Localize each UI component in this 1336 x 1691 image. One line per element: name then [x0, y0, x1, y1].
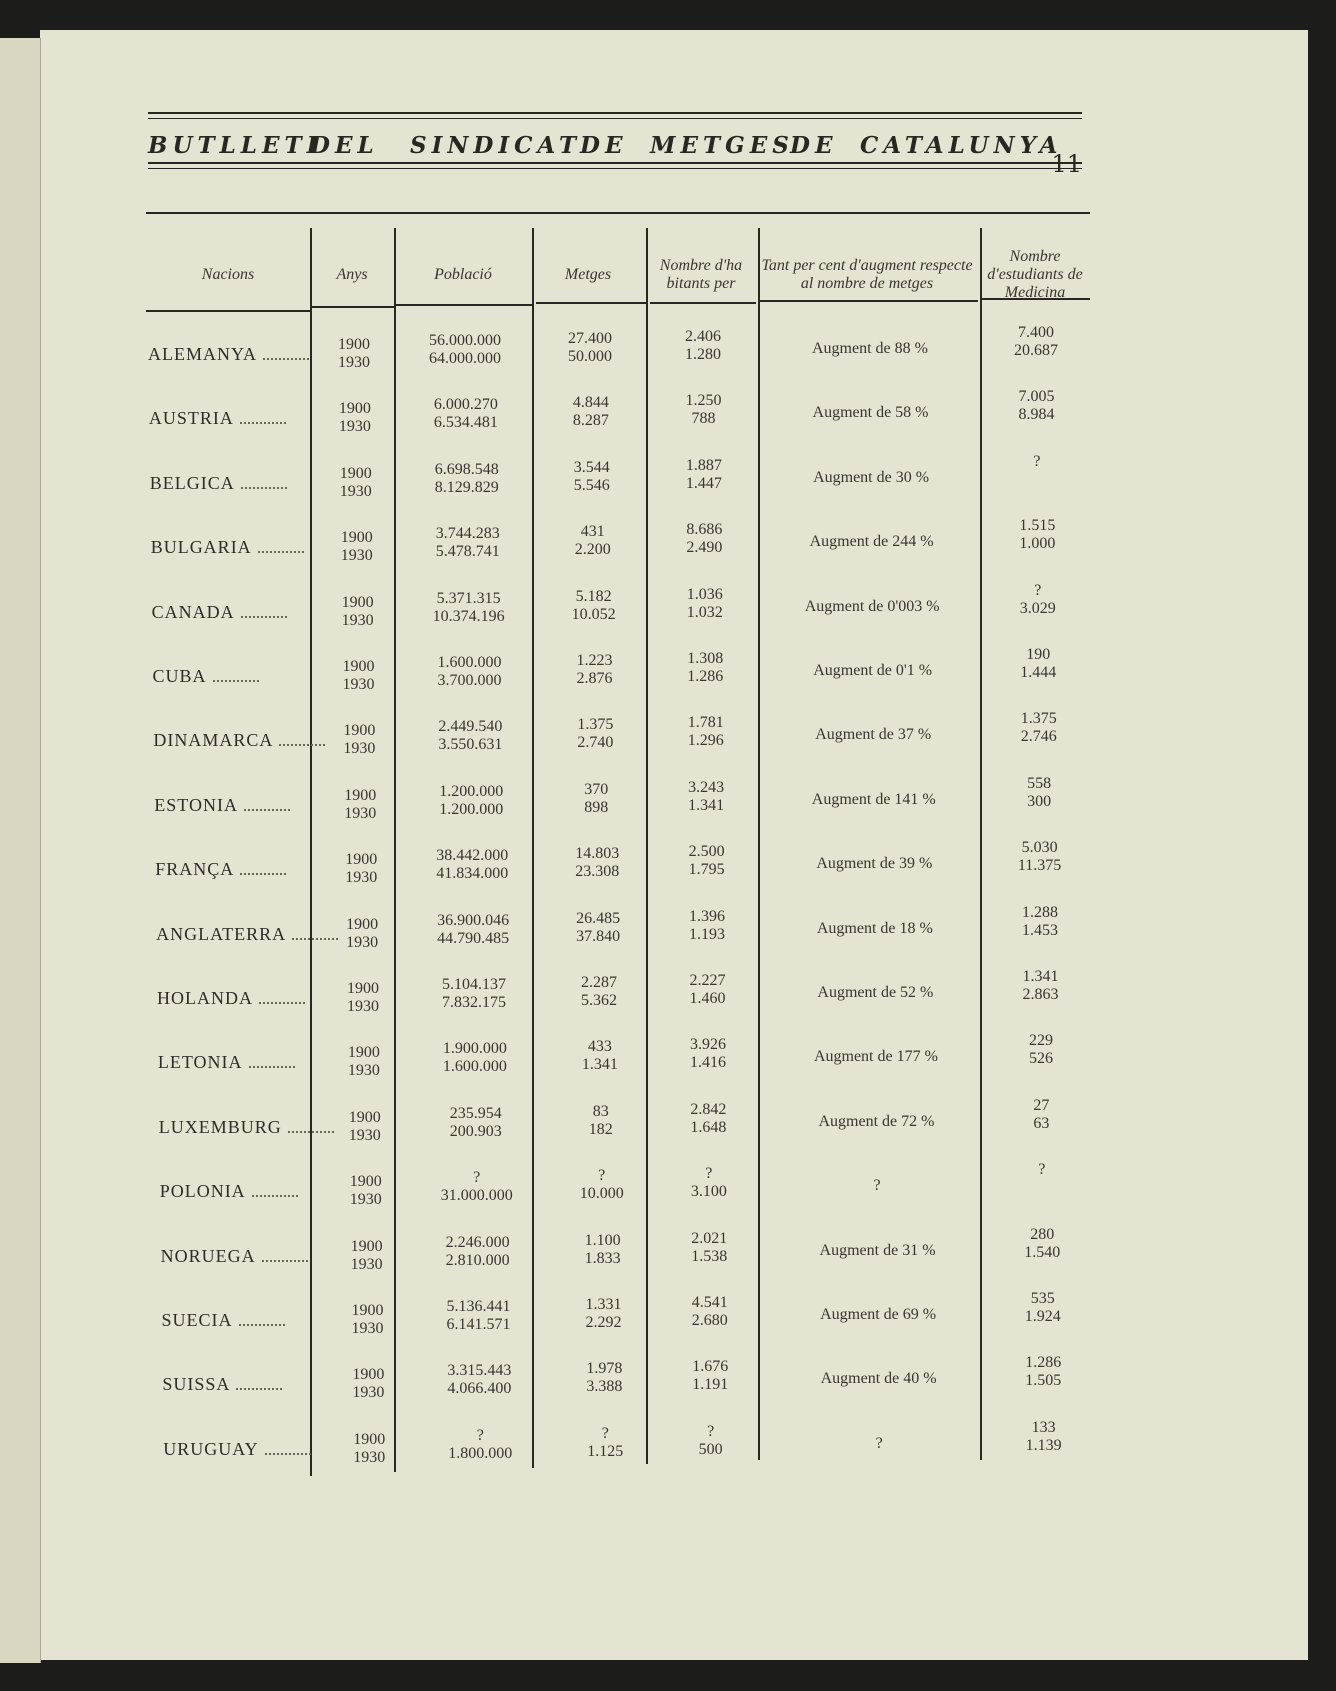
students-1930: 1.453 — [1022, 921, 1059, 939]
students-1930: 1.924 — [1024, 1308, 1061, 1325]
students-1900: 7.400 — [1018, 324, 1054, 341]
doctors-1930: 10.052 — [571, 605, 616, 623]
inhabitants-per-doctor-1900: 2.842 — [690, 1100, 727, 1118]
doctors-1900: 370 — [584, 780, 609, 798]
doctors-1900: 1.375 — [577, 716, 614, 734]
students-1930: 20.687 — [1014, 342, 1058, 359]
population-1900: 36.900.046 — [437, 911, 510, 929]
students-1900: 1.288 — [1022, 903, 1059, 921]
table-row — [146, 1096, 1090, 1163]
year-1930: 1930 — [344, 804, 377, 822]
year-1900: 1900 — [348, 1108, 381, 1126]
header-word: METGES — [650, 132, 794, 159]
table-row — [146, 1163, 1090, 1227]
doctors-statistics-table — [146, 212, 1090, 1480]
population-1900: 5.104.137 — [442, 976, 506, 993]
year-1930: 1930 — [350, 1255, 383, 1273]
doctors-1900: 83 — [592, 1102, 609, 1120]
inhabitants-per-doctor-1930: 1.193 — [689, 925, 726, 943]
population-1900: 6.000.270 — [433, 396, 498, 414]
inhabitants-per-doctor-1930: 2.490 — [686, 539, 723, 557]
nation-label: URUGUAY — [163, 1438, 259, 1459]
doctors-1900: 27.400 — [568, 330, 612, 347]
year-1930: 1930 — [349, 1191, 382, 1209]
header-rule-top — [148, 112, 1082, 114]
year-1900: 1900 — [342, 658, 375, 675]
students-1930: 2.746 — [1020, 728, 1057, 746]
nation-name — [151, 537, 304, 558]
population-1900: 56.000.000 — [429, 332, 501, 349]
header-word: DE — [790, 132, 838, 159]
nation-label: POLONIA — [159, 1181, 246, 1202]
doctors-1900: ? — [598, 1167, 606, 1185]
header-underline — [312, 306, 394, 308]
leader-dots — [265, 1443, 311, 1455]
students-1900: 558 — [1027, 774, 1052, 792]
students-1900: 229 — [1028, 1032, 1053, 1050]
table-row — [146, 841, 1090, 905]
students-1930: 1.505 — [1025, 1372, 1062, 1390]
year-1930: 1930 — [348, 1126, 381, 1144]
nation-name — [148, 344, 309, 365]
population-1900: 3.744.283 — [435, 525, 500, 543]
inhabitants-per-doctor-1900: 1.308 — [687, 650, 724, 667]
students-1930: 8.984 — [1018, 406, 1055, 424]
students-1900: 190 — [1026, 646, 1051, 663]
year-1900: 1900 — [344, 786, 377, 804]
nation-label: LUXEMBURG — [158, 1116, 282, 1137]
header-underline — [396, 304, 534, 306]
year-1900: 1900 — [345, 851, 378, 869]
students-1930: 1.000 — [1019, 535, 1056, 553]
population-1900: 6.698.548 — [434, 460, 499, 478]
table-row — [146, 712, 1090, 776]
percent-increase: ? — [873, 1177, 881, 1195]
table-row — [146, 519, 1090, 583]
population-1930: 2.810.000 — [445, 1251, 510, 1269]
table-row — [146, 903, 1090, 970]
doctors-1900: ? — [601, 1424, 609, 1442]
header-underline — [536, 302, 646, 304]
header-word: SINDICAT — [410, 132, 582, 159]
percent-increase: Augment de 72 % — [818, 1112, 935, 1130]
doctors-1900: 1.223 — [576, 652, 613, 669]
inhabitants-per-doctor-1930: 788 — [691, 410, 716, 428]
year-1900: 1900 — [343, 722, 376, 740]
inhabitants-per-doctor-1900: 3.926 — [689, 1036, 726, 1054]
doctors-1930: 1.125 — [587, 1442, 624, 1460]
population-1930: 6.534.481 — [433, 414, 498, 432]
column-header-nations: Nacions — [201, 266, 255, 283]
header-underline — [982, 298, 1090, 300]
percent-increase: Augment de 141 % — [811, 790, 936, 808]
inhabitants-per-doctor-1900: 1.036 — [686, 585, 723, 603]
leader-dots — [239, 1314, 285, 1326]
inhabitants-per-doctor-1900: 2.227 — [689, 972, 726, 989]
nation-name — [163, 1439, 310, 1460]
students-1900: ? — [1033, 452, 1041, 470]
doctors-1930: 1.833 — [584, 1249, 621, 1267]
nation-label: ALEMANYA — [148, 344, 257, 364]
journal-header — [148, 112, 1082, 178]
inhabitants-per-doctor-1900: 2.021 — [691, 1229, 728, 1247]
header-word: DE — [580, 132, 628, 159]
students-1930: 1.540 — [1024, 1243, 1061, 1261]
header-rule-top-thin — [148, 118, 1082, 119]
percent-increase: Augment de 0'003 % — [804, 597, 940, 615]
year-1930: 1930 — [342, 676, 375, 693]
doctors-1930: 5.546 — [573, 476, 610, 494]
percent-increase: Augment de 0'1 % — [813, 662, 933, 679]
nation-label: DINAMARCA — [153, 730, 274, 751]
column-header-percent-increase: Tant per cent d'augment respecte al nombre de metges — [761, 257, 973, 292]
inhabitants-per-doctor-1930: 1.280 — [685, 346, 721, 363]
students-1900: 7.005 — [1018, 388, 1055, 406]
nation-name — [155, 859, 286, 880]
doctors-1900: 1.978 — [586, 1360, 623, 1378]
inhabitants-per-doctor-1930: 2.680 — [691, 1312, 728, 1329]
percent-increase: Augment de 39 % — [816, 855, 933, 873]
inhabitants-per-doctor-1900: ? — [705, 1165, 713, 1183]
year-1930: 1930 — [347, 998, 379, 1015]
doctors-1930: 23.308 — [575, 863, 620, 881]
leader-dots — [240, 863, 286, 875]
students-1900: ? — [1034, 581, 1042, 599]
doctors-1930: 3.388 — [586, 1378, 623, 1396]
nation-name — [161, 1246, 308, 1267]
nation-name — [160, 1181, 298, 1202]
population-1930: 1.600.000 — [442, 1058, 507, 1076]
table-row — [146, 1292, 1090, 1356]
leader-dots — [241, 477, 287, 489]
population-1900: 1.600.000 — [437, 654, 502, 671]
nation-name — [159, 1117, 334, 1138]
percent-increase: Augment de 58 % — [812, 404, 929, 422]
percent-increase: Augment de 37 % — [815, 726, 932, 744]
leader-dots — [241, 606, 287, 618]
students-1930: 526 — [1028, 1050, 1053, 1068]
nation-label: CANADA — [151, 601, 235, 622]
column-header-population: Població — [434, 266, 492, 283]
students-1930: 2.863 — [1022, 986, 1059, 1003]
inhabitants-per-doctor-1930: 1.416 — [689, 1054, 726, 1072]
percent-increase: Augment de 40 % — [820, 1370, 937, 1388]
percent-increase: ? — [875, 1434, 883, 1452]
inhabitants-per-doctor-1900: ? — [707, 1422, 715, 1440]
header-word: BUTLLETI — [148, 132, 323, 159]
students-1900: 280 — [1030, 1225, 1055, 1243]
header-underline — [760, 300, 978, 302]
year-1900: 1900 — [351, 1302, 384, 1319]
students-1930: 63 — [1033, 1114, 1050, 1132]
leader-dots — [244, 799, 290, 811]
doctors-1900: 2.287 — [581, 974, 617, 991]
table-row — [146, 1356, 1090, 1420]
year-1900: 1900 — [347, 980, 379, 997]
header-underline — [146, 310, 310, 312]
nation-name — [149, 408, 286, 429]
nation-label: ESTONIA — [154, 794, 238, 815]
nation-label: NORUEGA — [160, 1245, 256, 1266]
nation-label: FRANÇA — [155, 859, 235, 880]
column-header-years: Anys — [336, 266, 368, 283]
doctors-1900: 26.485 — [576, 909, 621, 927]
doctors-1900: 433 — [587, 1038, 612, 1056]
nation-label: BULGARIA — [150, 537, 252, 558]
year-1900: 1900 — [338, 336, 370, 353]
inhabitants-per-doctor-1930: 1.032 — [686, 603, 723, 621]
population-1930: 10.374.196 — [432, 607, 505, 625]
year-1900: 1900 — [347, 1044, 380, 1062]
population-1900: 5.136.441 — [446, 1298, 511, 1315]
percent-increase: Augment de 52 % — [817, 984, 934, 1001]
table-row — [146, 774, 1090, 841]
year-1930: 1930 — [353, 1448, 386, 1466]
nation-label: ANGLATERRA — [156, 923, 287, 944]
nation-name — [154, 795, 290, 816]
inhabitants-per-doctor-1900: 1.396 — [689, 907, 726, 925]
leader-dots — [213, 670, 259, 682]
percent-increase: Augment de 18 % — [816, 919, 933, 937]
inhabitants-per-doctor-1930: 3.100 — [690, 1183, 727, 1201]
population-1900: ? — [473, 1169, 481, 1187]
doctors-1930: 37.840 — [576, 927, 621, 945]
doctors-1900: 1.100 — [584, 1231, 621, 1249]
table-row — [146, 390, 1090, 454]
nation-name — [158, 1052, 295, 1073]
population-1900: 2.449.540 — [438, 718, 503, 736]
population-1930: 1.800.000 — [448, 1444, 513, 1462]
percent-increase: Augment de 244 % — [809, 533, 934, 551]
doctors-1930: 2.200 — [574, 541, 611, 559]
nation-label: AUSTRIA — [148, 408, 234, 429]
leader-dots — [240, 412, 286, 424]
doctors-1930: 182 — [588, 1120, 613, 1138]
header-rule-bottom — [148, 162, 1082, 164]
nation-name — [153, 730, 325, 751]
population-1900: ? — [476, 1426, 484, 1444]
population-1930: 1.200.000 — [439, 800, 504, 818]
doctors-1900: 431 — [580, 523, 605, 541]
leader-dots — [262, 1250, 308, 1262]
year-1900: 1900 — [338, 400, 371, 418]
doctors-1930: 50.000 — [568, 348, 612, 365]
population-1900: 235.954 — [449, 1104, 502, 1122]
doctors-1930: 8.287 — [572, 412, 609, 430]
year-1900: 1900 — [340, 529, 373, 547]
year-1930: 1930 — [340, 547, 373, 565]
population-1930: 7.832.175 — [442, 994, 506, 1011]
inhabitants-per-doctor-1930: 500 — [698, 1440, 723, 1458]
population-1900: 5.371.315 — [436, 589, 501, 607]
inhabitants-per-doctor-1930: 1.191 — [692, 1376, 729, 1394]
column-header-doctors: Metges — [564, 266, 612, 283]
inhabitants-per-doctor-1900: 2.406 — [685, 328, 721, 345]
inhabitants-per-doctor-1930: 1.538 — [691, 1247, 728, 1265]
year-1900: 1900 — [339, 464, 372, 482]
students-1930: 300 — [1027, 792, 1052, 810]
nation-label: SUISSA — [162, 1374, 231, 1395]
leader-dots — [259, 992, 305, 1004]
inhabitants-per-doctor-1930: 1.460 — [689, 990, 726, 1007]
year-1930: 1930 — [352, 1384, 385, 1402]
year-1930: 1930 — [346, 933, 379, 951]
year-1930: 1930 — [347, 1062, 380, 1080]
nation-name — [150, 473, 287, 494]
nation-name — [162, 1374, 282, 1395]
year-1930: 1930 — [343, 740, 376, 758]
table-row — [146, 581, 1090, 648]
inhabitants-per-doctor-1900: 1.887 — [685, 456, 722, 474]
population-1900: 1.200.000 — [439, 782, 504, 800]
inhabitants-per-doctor-1930: 1.648 — [690, 1118, 727, 1136]
table-row — [146, 452, 1090, 519]
population-1930: 44.790.485 — [437, 929, 510, 947]
leader-dots — [249, 1056, 295, 1068]
column-header-medical-students: Nombre d'estudiants de Medicina — [987, 248, 1083, 301]
nation-name — [156, 924, 338, 945]
students-1900: 27 — [1033, 1096, 1050, 1114]
table-row — [146, 1225, 1090, 1292]
population-1900: 3.315.443 — [447, 1362, 512, 1380]
students-1900: 133 — [1031, 1418, 1056, 1436]
inhabitants-per-doctor-1900: 3.243 — [688, 778, 725, 796]
year-1930: 1930 — [351, 1320, 384, 1337]
doctors-1900: 5.182 — [575, 587, 612, 605]
year-1930: 1930 — [338, 354, 370, 371]
population-1930: 8.129.829 — [434, 478, 499, 496]
year-1930: 1930 — [339, 482, 372, 500]
percent-increase: Augment de 30 % — [813, 468, 930, 486]
year-1900: 1900 — [352, 1366, 385, 1384]
students-1900: 5.030 — [1021, 839, 1058, 857]
nation-name — [162, 1310, 285, 1331]
students-1900: 1.515 — [1019, 517, 1056, 535]
year-1930: 1930 — [338, 418, 371, 436]
inhabitants-per-doctor-1930: 1.286 — [687, 668, 724, 685]
doctors-1930: 898 — [584, 798, 609, 816]
percent-increase: Augment de 69 % — [820, 1306, 937, 1323]
population-1930: 200.903 — [449, 1122, 502, 1140]
students-1930: 1.444 — [1020, 664, 1057, 681]
year-1900: 1900 — [353, 1430, 386, 1448]
column-header-inhabitants-per-doctor: Nombre d'ha bitants per — [659, 257, 743, 292]
percent-increase: Augment de 177 % — [813, 1048, 938, 1066]
year-1930: 1930 — [345, 869, 378, 887]
students-1930: 1.139 — [1025, 1436, 1062, 1454]
students-1900: ? — [1038, 1161, 1046, 1179]
doctors-1930: 10.000 — [579, 1185, 624, 1203]
population-1930: 3.700.000 — [437, 672, 502, 689]
doctors-1900: 3.544 — [573, 458, 610, 476]
doctors-1930: 2.876 — [576, 670, 613, 687]
previous-page-edge — [0, 38, 41, 1663]
population-1930: 5.478.741 — [435, 543, 500, 561]
inhabitants-per-doctor-1900: 1.250 — [685, 392, 722, 410]
leader-dots — [263, 348, 309, 360]
leader-dots — [258, 541, 304, 553]
students-1930: 11.375 — [1017, 857, 1062, 875]
year-1900: 1900 — [341, 593, 374, 611]
doctors-1930: 2.292 — [585, 1314, 622, 1331]
doctors-1930: 2.740 — [577, 734, 614, 752]
nation-label: CUBA — [152, 666, 207, 686]
population-1900: 1.900.000 — [442, 1040, 507, 1058]
leader-dots — [252, 1185, 298, 1197]
table-top-rule — [146, 212, 1090, 214]
population-1930: 3.550.631 — [438, 736, 503, 754]
header-word: CATALUNYA — [860, 132, 1063, 159]
nation-name — [153, 666, 259, 687]
nation-label: HOLANDA — [157, 988, 253, 1008]
population-1930: 31.000.000 — [440, 1187, 513, 1205]
nation-label: SUECIA — [161, 1310, 233, 1330]
population-1930: 4.066.400 — [447, 1380, 512, 1398]
inhabitants-per-doctor-1930: 1.296 — [687, 732, 724, 750]
inhabitants-per-doctor-1900: 2.500 — [688, 843, 725, 861]
doctors-1900: 14.803 — [575, 845, 620, 863]
students-1900: 1.341 — [1022, 968, 1059, 985]
inhabitants-per-doctor-1900: 1.781 — [687, 714, 724, 732]
table-row — [146, 970, 1090, 1034]
population-1900: 38.442.000 — [436, 847, 509, 865]
table-row — [146, 648, 1090, 712]
students-1900: 1.375 — [1020, 710, 1057, 728]
doctors-1930: 1.341 — [581, 1056, 618, 1074]
percent-increase: Augment de 88 % — [812, 340, 928, 357]
students-1930: 3.029 — [1019, 599, 1056, 617]
population-1900: 2.246.000 — [445, 1233, 510, 1251]
inhabitants-per-doctor-1900: 4.541 — [691, 1294, 728, 1311]
year-1900: 1900 — [350, 1237, 383, 1255]
inhabitants-per-doctor-1900: 8.686 — [686, 521, 723, 539]
inhabitants-per-doctor-1930: 1.795 — [688, 861, 725, 879]
students-1900: 1.286 — [1025, 1354, 1062, 1372]
table-row — [146, 326, 1090, 390]
header-rule-bottom-thin — [148, 168, 1082, 169]
header-underline — [650, 302, 756, 304]
inhabitants-per-doctor-1930: 1.447 — [685, 474, 722, 492]
doctors-1900: 4.844 — [572, 394, 609, 412]
population-1930: 41.834.000 — [436, 865, 509, 883]
year-1930: 1930 — [341, 611, 374, 629]
header-word: DEL — [310, 132, 379, 159]
students-1900: 535 — [1030, 1290, 1055, 1307]
leader-dots — [236, 1378, 282, 1390]
page-number: 11 — [1051, 150, 1082, 178]
percent-increase: Augment de 31 % — [819, 1241, 936, 1259]
population-1930: 6.141.571 — [446, 1316, 511, 1333]
doctors-1930: 5.362 — [581, 992, 617, 1009]
table-row — [146, 1034, 1090, 1098]
nation-name — [157, 988, 305, 1009]
inhabitants-per-doctor-1900: 1.676 — [692, 1358, 729, 1376]
inhabitants-per-doctor-1930: 1.341 — [688, 796, 725, 814]
nation-name — [152, 602, 287, 623]
doctors-1900: 1.331 — [585, 1296, 622, 1313]
year-1900: 1900 — [346, 915, 379, 933]
nation-label: LETONIA — [157, 1052, 243, 1073]
population-1930: 64.000.000 — [429, 350, 501, 367]
nation-label: BELGICA — [149, 472, 235, 493]
table-row — [146, 1418, 1090, 1485]
year-1900: 1900 — [349, 1173, 382, 1191]
